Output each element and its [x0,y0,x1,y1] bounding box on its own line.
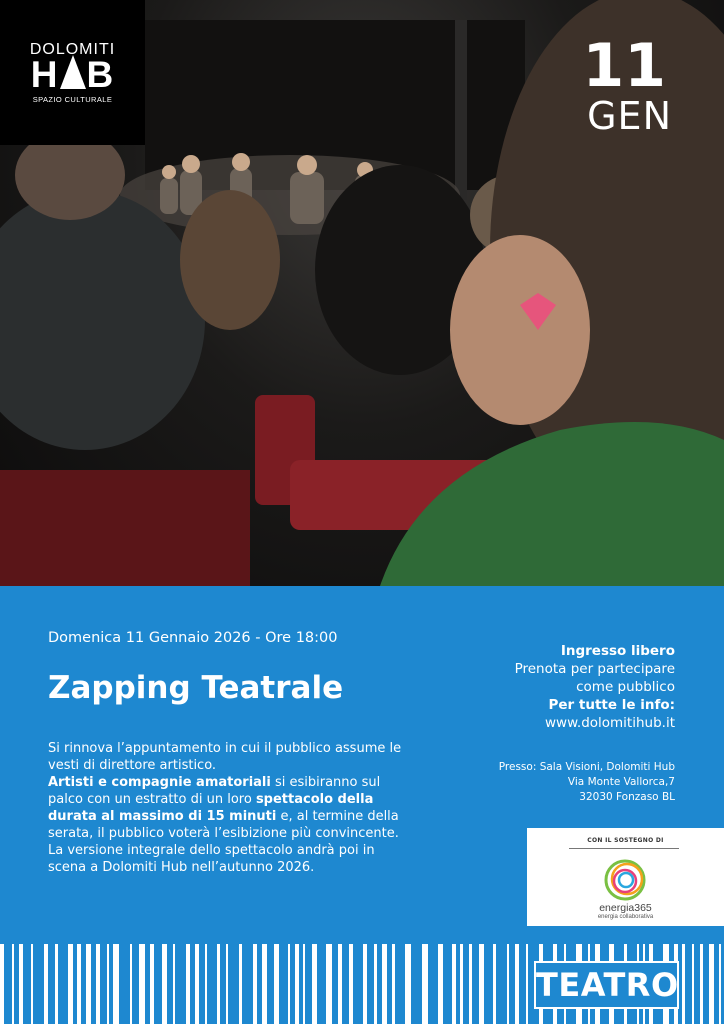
stripe [682,944,685,1024]
stripe [507,944,509,1024]
stripe [139,944,145,1024]
stripe [68,944,73,1024]
stripe [226,944,228,1024]
stripe [719,944,721,1024]
stripe [338,944,342,1024]
stripe [55,944,58,1024]
stripe [392,944,395,1024]
stripe [253,944,257,1024]
desc-text-mid: si esibiranno sul palco con un estratto di un loro [48,775,381,807]
stripe [195,944,199,1024]
stripe [349,944,353,1024]
event-title: Zapping Teatrale [48,670,344,706]
booking-text-1: Prenota per partecipare [514,661,675,677]
venue-line-3: 32030 Fonzaso BL [579,791,675,803]
website-link[interactable]: www.dolomitihub.it [545,715,675,731]
booking-text-2: come pubblico [576,679,675,695]
stripe [12,944,14,1024]
stripe [438,944,443,1024]
desc-paragraph-1: Si rinnova l’appuntamento in cui il pubblico assume le vesti di direttore artistico. [48,741,402,773]
stripe [700,944,703,1024]
stripe [405,944,411,1024]
stripe [113,944,119,1024]
stripe [326,944,332,1024]
stripe [217,944,220,1024]
logo-letter-h: H [30,54,59,95]
stripe [86,944,91,1024]
desc-bold-duration: spettacolo della durata al massimo di 15 minuti [48,792,374,824]
stripe [44,944,48,1024]
stripe [452,944,456,1024]
stripe [295,944,299,1024]
stripe [162,944,167,1024]
desc-text-end: e, al termine della serata, il pubblico voterà l’esibizione più convincente. [48,809,399,841]
tree-icon [60,55,86,89]
stripe [479,944,484,1024]
logo-main-text [0,55,145,95]
stripe [312,944,317,1024]
stripe [709,944,714,1024]
stripe [0,944,4,1024]
desc-paragraph-3: La versione integrale dello spettacolo andrà poi in scena a Dolomiti Hub nell’autunno 2026. [48,843,375,875]
venue-line-1: Presso: Sala Visioni, Dolomiti Hub [498,761,675,773]
stripe [150,944,154,1024]
stripe [493,944,496,1024]
logo-letter-b: B [86,54,115,95]
stripe [77,944,81,1024]
logo-sub-text: SPAZIO CULTURALE [32,95,113,104]
venue-address [435,760,675,805]
energia365-logo-icon [603,858,649,902]
venue-line-2: Via Monte Vallorca,7 [567,776,675,788]
stripe [526,944,528,1024]
free-entry-text: Ingresso libero [560,643,675,659]
dolomiti-hub-logo [0,0,145,145]
desc-bold-artists: Artisti e compagnie amatoriali [48,775,271,790]
stripe [515,944,519,1024]
stripe [288,944,290,1024]
stripe [173,944,175,1024]
event-datetime: Domenica 11 Gennaio 2026 - Ore 18:00 [48,630,338,646]
stripe [274,944,279,1024]
stripe [239,944,242,1024]
sponsor-box [527,828,724,926]
stripe [205,944,207,1024]
stripe [363,944,367,1024]
stripe [96,944,100,1024]
sponsor-tagline: energia collaborativa [597,914,654,920]
date-month: GEN [587,94,672,138]
more-info-label: Per tutte le info: [548,697,675,713]
stripe [31,944,33,1024]
stripe [262,944,267,1024]
category-label-teatro: TEATRO [534,961,679,1009]
stripe [692,944,694,1024]
sponsor-label: CON IL SOSTEGNO DI [587,837,664,844]
info-block [455,642,675,732]
stripe [382,944,387,1024]
stripe [19,944,23,1024]
logo-top-text: DOLOMITI [29,41,116,58]
stripe [107,944,109,1024]
sponsor-divider [569,848,679,849]
stripe [130,944,132,1024]
stripe [303,944,305,1024]
desc-paragraph-2 [48,774,408,842]
stripe [469,944,472,1024]
stripe [186,944,190,1024]
stripe [374,944,377,1024]
date-day: 11 [582,31,666,101]
stripe [422,944,428,1024]
stripe [460,944,463,1024]
sponsor-name: energia365 [599,902,652,914]
event-description [48,740,408,876]
